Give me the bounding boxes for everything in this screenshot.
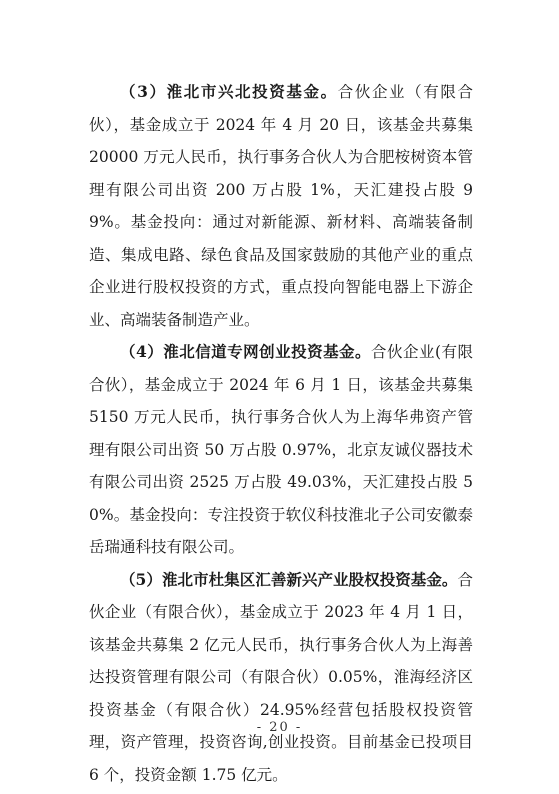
fund-heading-xindao: （4）淮北信道专网创业投资基金。 [120, 342, 372, 361]
fund-body-huishan: 合伙企业（有限合伙），基金成立于 2023 年 4 月 1 日，该基金共募集 2 亿元人民币，执行事务合伙人为上海善达投资管理有限公司（有限合伙）0.05%，淮海经济区投资基金（有限合伙）24.95%经营包括股权投资管理，资产管理，投资咨询,创业投资。目前基金已投项目 6 个，投资金额 1.75 亿元。 [89, 570, 473, 784]
document-body [89, 76, 473, 791]
page-number: - 20 - [256, 720, 303, 735]
fund-heading-xingbei: （3）淮北市兴北投资基金。 [120, 82, 338, 101]
fund-body-xindao: 合伙企业(有限合伙），基金成立于 2024 年 6 月 1 日，该基金共募集 5150 万元人民币，执行事务合伙人为上海华弗资产管理有限公司出资 50 万占股 0.97%，北京友诚仪器技术有限公司出资 2525 万占股 49.03%，天汇建投占股 50%。基金投向：专注投资于软仪科技淮北子公司安徽泰岳瑞通科技有限公司。 [89, 343, 473, 556]
fund-body-xingbei: 合伙企业（有限合伙），基金成立于 2024 年 4 月 20 日，该基金共募集 20000 万元人民币，执行事务合伙人为合肥桉树资本管理有限公司出资 200 万占股 1%，天汇建投占股 99%。基金投向：通过对新能源、新材料、高端装备制造、集成电路、绿色食品及国家鼓励的其他产业的重点企业进行股权投资的方式，重点投向智能电器上下游企业、高端装备制造产业。 [89, 83, 473, 329]
fund-heading-huishan: （5）淮北市杜集区汇善新兴产业股权投资基金。 [120, 569, 458, 589]
fund-paragraph-xingbei [89, 76, 473, 336]
fund-paragraph-xindao [89, 336, 473, 564]
fund-paragraph-huishan [89, 564, 473, 792]
